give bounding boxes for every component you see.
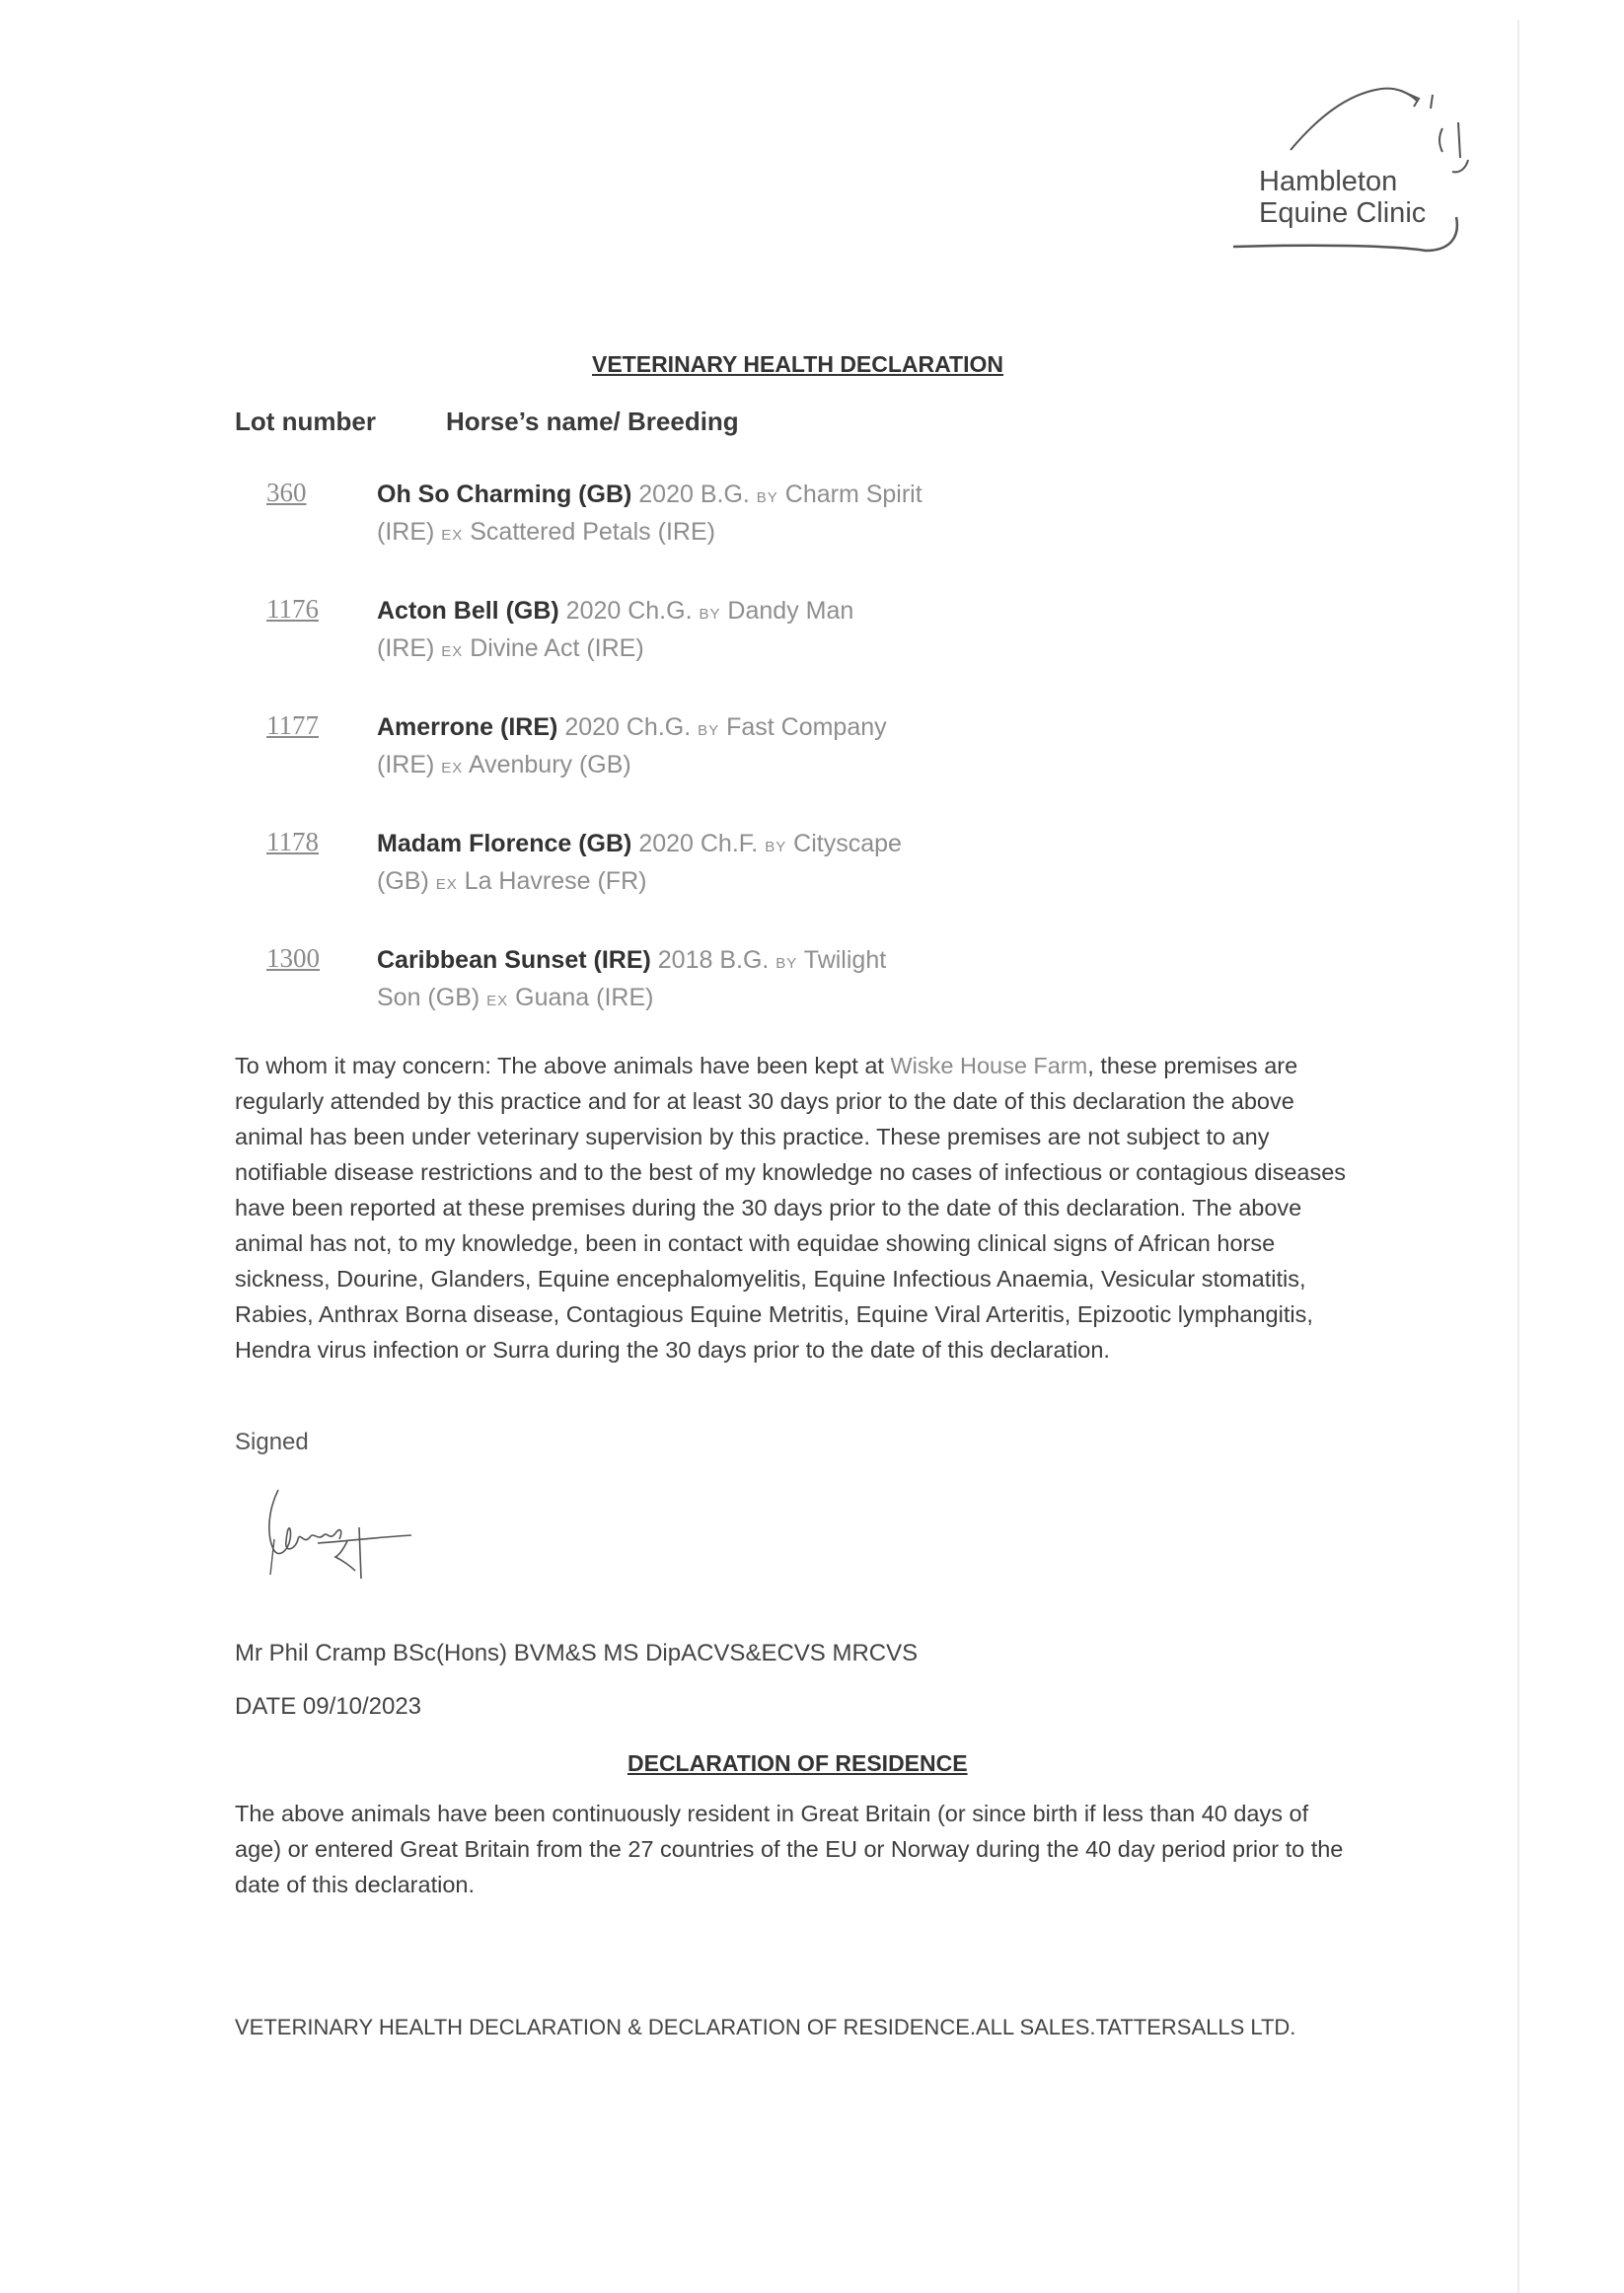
sire-origin: (IRE): [377, 518, 442, 546]
ex-label: EX: [441, 527, 464, 544]
farm-name: Wiske House Farm: [890, 1053, 1088, 1078]
residence-text: The above animals have been continuously resident in Great Britain (or since birth if less than 40 days of age) or entered Great Britain from the 27 countries of the EU or Norway during the 40 day period prior to the date of this declaration.: [235, 1801, 1344, 1897]
dam: Scattered Petals (IRE): [463, 518, 715, 546]
sire: Charm Spirit: [777, 481, 923, 508]
sire-origin: (GB): [377, 867, 436, 895]
dam: La Havrese (FR): [457, 867, 647, 895]
horse-details: 2020 Ch.G.: [558, 597, 700, 625]
horse-details: 2020 B.G.: [631, 481, 757, 508]
date-label: DATE: [235, 1693, 303, 1720]
scan-edge: [1517, 20, 1519, 2293]
lot-description: [377, 594, 969, 669]
by-label: BY: [699, 606, 721, 623]
horse-details: 2018 B.G.: [650, 946, 776, 974]
dam: Divine Act (IRE): [463, 634, 644, 662]
ex-label: EX: [486, 993, 509, 1009]
sire-origin: (IRE): [377, 634, 442, 662]
ex-label: EX: [441, 760, 464, 777]
date-value: 09/10/2023: [302, 1693, 422, 1720]
ex-label: EX: [435, 876, 458, 893]
by-label: BY: [765, 839, 787, 855]
lot-number: 1176: [266, 594, 319, 624]
horse-name: Amerrone (IRE): [377, 713, 558, 741]
lot-number: 1178: [266, 827, 319, 856]
signed-label: Signed: [235, 1429, 309, 1455]
horse-name: Caribbean Sunset (IRE): [377, 946, 651, 974]
sire: Cityscape: [786, 830, 902, 857]
horse-name: Acton Bell (GB): [377, 597, 559, 625]
logo-line-2: Equine Clinic: [1259, 197, 1427, 229]
horse-name: Oh So Charming (GB): [377, 481, 632, 508]
horse-details: 2020 Ch.G.: [557, 713, 699, 741]
lot-description: [377, 710, 969, 785]
lot-number: 1177: [266, 710, 319, 740]
column-header-lot: Lot number: [235, 407, 376, 436]
ex-label: EX: [441, 643, 464, 660]
lot-description: [377, 943, 969, 1018]
dam: Avenbury (GB): [463, 751, 631, 778]
lot-number: 1300: [266, 943, 320, 973]
declaration-intro: To whom it may concern: The above animals have been kept at: [235, 1053, 891, 1078]
clinic-logo: [1223, 79, 1490, 276]
signature-image: [249, 1480, 426, 1593]
sire-origin: Son (GB): [377, 984, 487, 1011]
sire-origin: (IRE): [377, 751, 442, 778]
lot-number: 360: [266, 478, 307, 507]
health-declaration-text: [235, 1048, 1360, 1368]
lot-description: [377, 478, 969, 553]
horse-details: 2020 Ch.F.: [631, 830, 766, 857]
sire: Dandy Man: [720, 597, 854, 625]
date-line: [235, 1693, 421, 1721]
by-label: BY: [698, 722, 720, 739]
footer-text: VETERINARY HEALTH DECLARATION & DECLARATION OF RESIDENCE.ALL SALES.TATTERSALLS LTD.: [235, 2015, 1296, 2039]
residence-title: DECLARATION OF RESIDENCE: [627, 1750, 968, 1776]
sire: Twilight: [797, 946, 887, 974]
logo-line-1: Hambleton: [1259, 166, 1398, 197]
dam: Guana (IRE): [508, 984, 654, 1011]
horse-name: Madam Florence (GB): [377, 830, 632, 857]
page-title: VETERINARY HEALTH DECLARATION: [592, 351, 1003, 377]
declaration-body: , these premises are regularly attended by this practice and for at least 30 days prior to the date of this declaration the above animal has been under veterinary supervision by this practice. These premises are not subject to any notifiable disease restrictions and to the best of my knowledge no cases of infectious or contagious diseases have been reported at these premises during the 30 days prior to the date of this declaration. The above animal has not, to my knowledge, been in contact with equidae showing clinical signs of African horse sickness, Dourine, Glanders, Equine encephalomyelitis, Equine Infectious Anaemia, Vesicular stomatitis, Rabies, Anthrax Borna disease, Contagious Equine Metritis, Equine Viral Arteritis, Epizootic lymphangitis, Hendra virus infection or Surra during the 30 days prior to the date of this declaration.: [235, 1053, 1347, 1363]
veterinarian-name: Mr Phil Cramp BSc(Hons) BVM&S MS DipACVS&ECVS MRCVS: [235, 1640, 919, 1666]
handwritten-signature-icon: [249, 1480, 426, 1589]
by-label: BY: [775, 955, 798, 972]
sire: Fast Company: [719, 713, 887, 741]
by-label: BY: [756, 489, 778, 506]
column-header-name: Horse’s name/ Breeding: [446, 407, 739, 436]
lot-description: [377, 827, 969, 902]
